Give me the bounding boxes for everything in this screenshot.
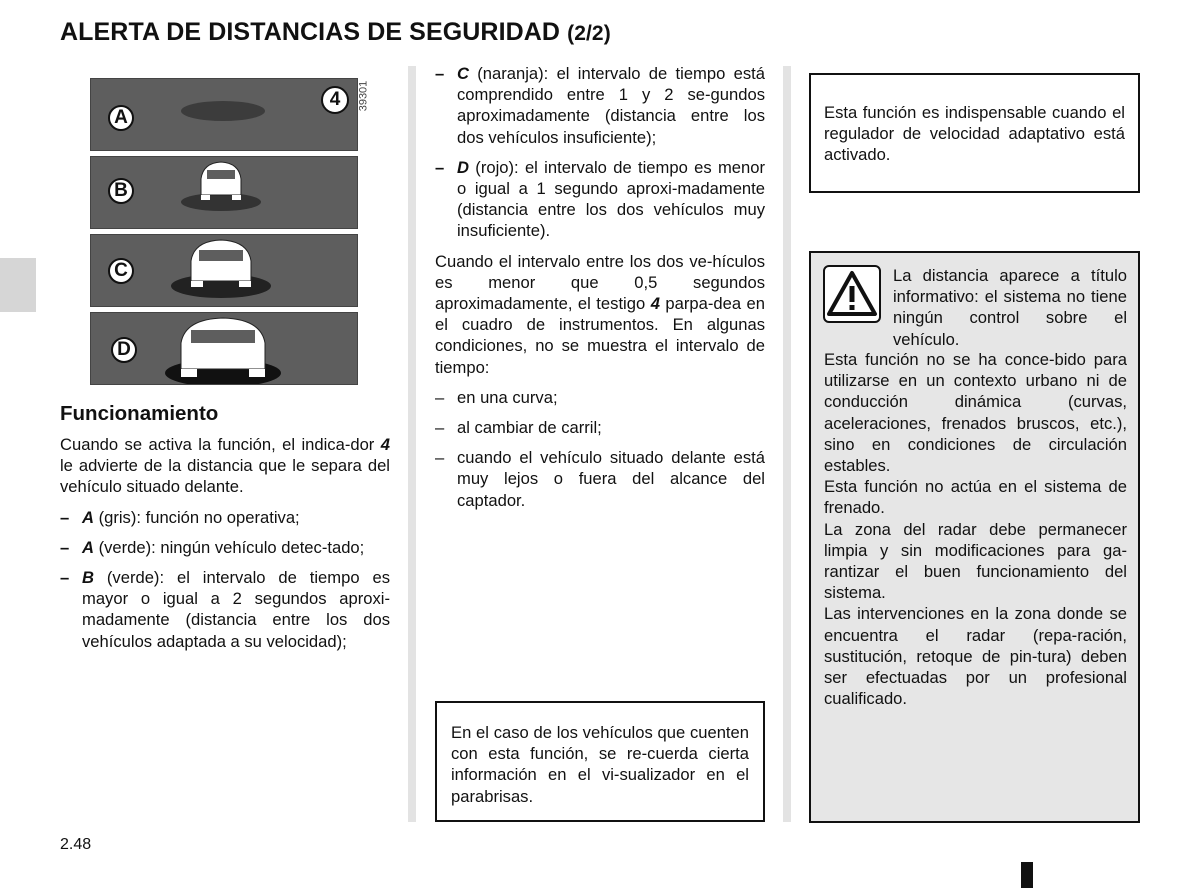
page-title-text: ALERTA DE DISTANCIAS DE SEGURIDAD [60, 18, 561, 46]
page-number: 2.48 [60, 836, 92, 853]
warning-triangle-icon [823, 265, 881, 323]
distance-alert-figure [90, 78, 358, 390]
panel-letter-c: C [108, 258, 134, 284]
column-divider-left [408, 66, 416, 822]
car-large-icon [181, 318, 265, 377]
car-medium-icon [191, 240, 251, 287]
list-item-b-green: – B (verde): el intervalo de tiempo es mayor o igual a 2 segundos aproxi-madamente (distancia entre los dos vehículos adaptada a su velocidad); [60, 568, 390, 651]
info-box-text: Esta función es indispensable cuando el regulador de velocidad adaptativo está activado. [824, 103, 1125, 165]
intro-paragraph: Cuando se activa la función, el indica-dor 4 le advierte de la distancia que le separa del vehículo situado delante. [60, 435, 390, 497]
column-divider-right [783, 66, 791, 822]
warning-lead-text: La distancia aparece a título informativo: el sistema no tiene ningún control sobre el vehículo. [893, 266, 1127, 349]
section-tab [0, 258, 36, 312]
middle-column [435, 63, 765, 511]
indicator-4-badge: 4 [321, 86, 349, 114]
panel-letter-d: D [111, 337, 137, 363]
panel-letter-a: A [108, 105, 134, 131]
figure-panel-c [90, 234, 358, 307]
list-item-a-grey: – A (gris): función no operativa; [60, 507, 300, 527]
condition-lane-change: – al cambiar de carril; [435, 418, 602, 438]
warning-box [809, 251, 1140, 823]
figure-panel-d [90, 312, 358, 385]
condition-far-vehicle: – cuando el vehículo situado delante está muy lejos o fuera del alcance del captador. [435, 448, 765, 510]
figure-code [357, 74, 378, 120]
warning-paragraph: La zona del radar debe permanecer limpia y sin modificaciones para ga-rantizar el buen funcionamiento del sistema. [824, 519, 1127, 603]
list-item-c-orange: – C (naranja): el intervalo de tiempo está comprendido entre 1 y 2 se-gundos aproximadamente (distancia entre los dos vehículos insuficiente); [435, 64, 765, 147]
list-item-d-red: – D (rojo): el intervalo de tiempo es menor o igual a 1 segundo aproxi-madamente (distancia entre los dos vehículos muy insuficiente). [435, 157, 765, 241]
page-corner-mark [1021, 862, 1033, 888]
list-item-a-green: – A (verde): ningún vehículo detec-tado; [60, 537, 365, 557]
warning-paragraph: Esta función no se ha conce-bido para utilizarse en un contexto urbano ni de conducción dinámica (curvas, aceleraciones, frenados bruscos, etc.), sino en condiciones de circulación estables. [824, 350, 1127, 476]
warning-paragraph: Las intervenciones en la zona donde se encuentra el radar (repa-ración, sustitución, retoque de pin-tura) deben ser efectuadas por un profesional cualificado. [824, 604, 1127, 709]
warning-paragraph: Esta función no actúa en el sistema de frenado. [824, 477, 1127, 518]
page-title [60, 18, 611, 47]
left-column [60, 434, 390, 652]
windscreen-note-box [435, 701, 765, 822]
warning-paragraphs [824, 349, 1127, 709]
section-heading: Funcionamiento [60, 402, 219, 425]
car-small-icon [201, 162, 241, 200]
panel-letter-b: B [108, 178, 134, 204]
windscreen-note-text: En el caso de los vehículos que cuenten con esta función, se re-cuerda cierta información en el vi-sualizador en el parabrisas. [451, 723, 749, 806]
blink-paragraph: Cuando el intervalo entre los dos ve-hículos es menor que 0,5 segundos aproximadamente, el testigo 4 parpa-dea en el cuadro de instrumentos. En algunas condiciones, no se muestra el intervalo de tiempo: [435, 251, 765, 377]
page-title-part: (2/2) [567, 22, 611, 45]
info-box [809, 73, 1140, 193]
figure-code-text: 39301 [357, 80, 370, 112]
condition-curve: – en una curva; [435, 387, 558, 407]
figure-panel-a [90, 78, 358, 151]
figure-panel-b [90, 156, 358, 229]
